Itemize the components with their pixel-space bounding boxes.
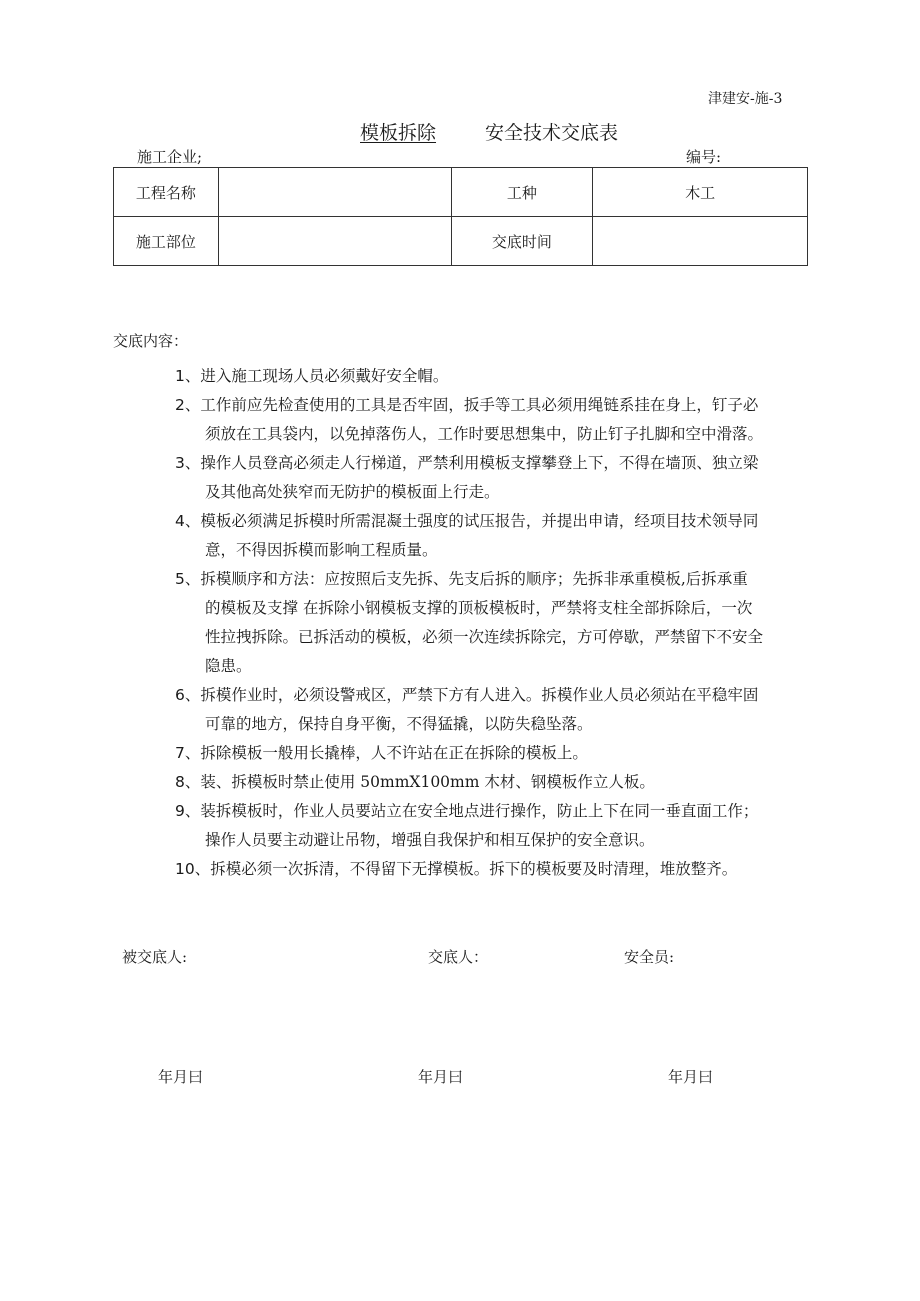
list-item-line xyxy=(0,565,920,594)
list-item-text: 拆除模板一般用长撬棒，人不许站在正在拆除的模板上。 xyxy=(200,744,588,762)
list-item-line xyxy=(0,739,920,768)
list-item-text: 性拉拽拆除。已拆活动的模板，必须一次连续拆除完，方可停歇，严禁留下不安全 xyxy=(205,628,764,646)
document-code: 津建安-施-3 xyxy=(708,91,783,107)
list-item-line xyxy=(0,594,920,623)
briefing-time-label: 交底时间 xyxy=(451,217,593,266)
construction-part-value xyxy=(218,217,451,266)
list-item-line xyxy=(0,391,920,420)
list-item xyxy=(0,768,920,797)
trade-label: 工种 xyxy=(451,168,593,217)
list-item-text: 拆模顺序和方法：应按照后支先拆、先支后拆的顺序；先拆非承重模板,后拆承重 xyxy=(200,570,748,588)
list-item xyxy=(0,391,920,449)
table-row xyxy=(114,217,808,266)
company-label: 施工企业; xyxy=(137,148,203,166)
briefing-time-value xyxy=(593,217,808,266)
list-item-number: 6、 xyxy=(175,686,201,704)
list-item-line xyxy=(0,623,920,652)
list-item-line xyxy=(0,710,920,739)
list-item xyxy=(0,362,920,391)
list-item-text: 可靠的地方，保持自身平衡，不得猛撬，以防失稳坠落。 xyxy=(205,715,593,733)
list-item-text: 的模板及支撑 在拆除小钢模板支撑的顶板模板时，严禁将支柱全部拆除后，一次 xyxy=(205,599,753,617)
list-item-line xyxy=(0,536,920,565)
content-list xyxy=(0,362,920,884)
list-item-text: 工作前应先检查使用的工具是否牢固，扳手等工具必须用绳链系挂在身上，钉子必 xyxy=(200,396,759,414)
project-name-value xyxy=(218,168,451,217)
list-item-line xyxy=(0,681,920,710)
list-item-text: 及其他高处狭窄而无防护的模板面上行走。 xyxy=(205,483,500,501)
list-item-number: 5、 xyxy=(175,570,201,588)
list-item xyxy=(0,855,920,884)
list-item xyxy=(0,565,920,681)
list-item-number: 3、 xyxy=(175,454,201,472)
list-item xyxy=(0,681,920,739)
project-name-label: 工程名称 xyxy=(114,168,219,217)
list-item-text: 操作人员要主动避让吊物，增强自我保护和相互保护的安全意识。 xyxy=(205,831,655,849)
list-item-text: 模板必须满足拆模时所需混凝土强度的试压报告，并提出申请，经项目技术领导同 xyxy=(200,512,759,530)
number-label: 编号: xyxy=(686,148,722,166)
list-item-line xyxy=(0,768,920,797)
list-item-text: 装拆模板时，作业人员要站立在安全地点进行操作，防止上下在同一垂直面工作； xyxy=(200,802,759,820)
list-item-line xyxy=(0,362,920,391)
briefer-date: 年月曰 xyxy=(418,1068,464,1086)
list-item-text: 隐患。 xyxy=(205,657,252,675)
list-item xyxy=(0,507,920,565)
receiver-signature-label: 被交底人: xyxy=(122,948,188,966)
briefer-signature-label: 交底人： xyxy=(428,948,489,966)
table-row xyxy=(114,168,808,217)
list-item-line xyxy=(0,652,920,681)
list-item-number: 1、 xyxy=(175,367,201,385)
list-item-line xyxy=(0,797,920,826)
list-item xyxy=(0,449,920,507)
list-item xyxy=(0,739,920,768)
safety-officer-signature-label: 安全员: xyxy=(624,948,675,966)
list-item xyxy=(0,797,920,855)
list-item-number: 8、 xyxy=(175,773,201,791)
list-item-text: 意，不得因拆模而影响工程质量。 xyxy=(205,541,438,559)
list-item-number: 9、 xyxy=(175,802,201,820)
list-item-text: 拆模作业时，必须设警戒区，严禁下方有人进入。拆模作业人员必须站在平稳牢固 xyxy=(200,686,759,704)
list-item-number: 10、 xyxy=(175,860,211,878)
list-item-text: 拆模必须一次拆清，不得留下无撑模板。拆下的模板要及时清理，堆放整齐。 xyxy=(210,860,738,878)
list-item-line xyxy=(0,478,920,507)
receiver-date: 年月曰 xyxy=(158,1068,204,1086)
safety-officer-date: 年月曰 xyxy=(668,1068,714,1086)
list-item-line xyxy=(0,449,920,478)
page-title-part1: 模板拆除 xyxy=(360,122,437,144)
list-item-text: 操作人员登高必须走人行梯道，严禁利用模板支撑攀登上下，不得在墙顶、独立梁 xyxy=(200,454,759,472)
info-table xyxy=(113,167,808,266)
list-item-number: 7、 xyxy=(175,744,201,762)
trade-value: 木工 xyxy=(593,168,808,217)
list-item-text: 装、拆模板时禁止使用 50mmX100mm 木材、钢模板作立人板。 xyxy=(200,773,655,791)
list-item-number: 2、 xyxy=(175,396,201,414)
content-heading: 交底内容： xyxy=(113,332,189,350)
list-item-line xyxy=(0,507,920,536)
list-item-line xyxy=(0,855,920,884)
page-title-part2: 安全技术交底表 xyxy=(485,122,619,144)
construction-part-label: 施工部位 xyxy=(114,217,219,266)
list-item-text: 进入施工现场人员必须戴好安全帽。 xyxy=(200,367,449,385)
list-item-line xyxy=(0,420,920,449)
list-item-text: 须放在工具袋内，以免掉落伤人，工作时要思想集中，防止钉子扎脚和空中滑落。 xyxy=(205,425,764,443)
list-item-line xyxy=(0,826,920,855)
list-item-number: 4、 xyxy=(175,512,201,530)
